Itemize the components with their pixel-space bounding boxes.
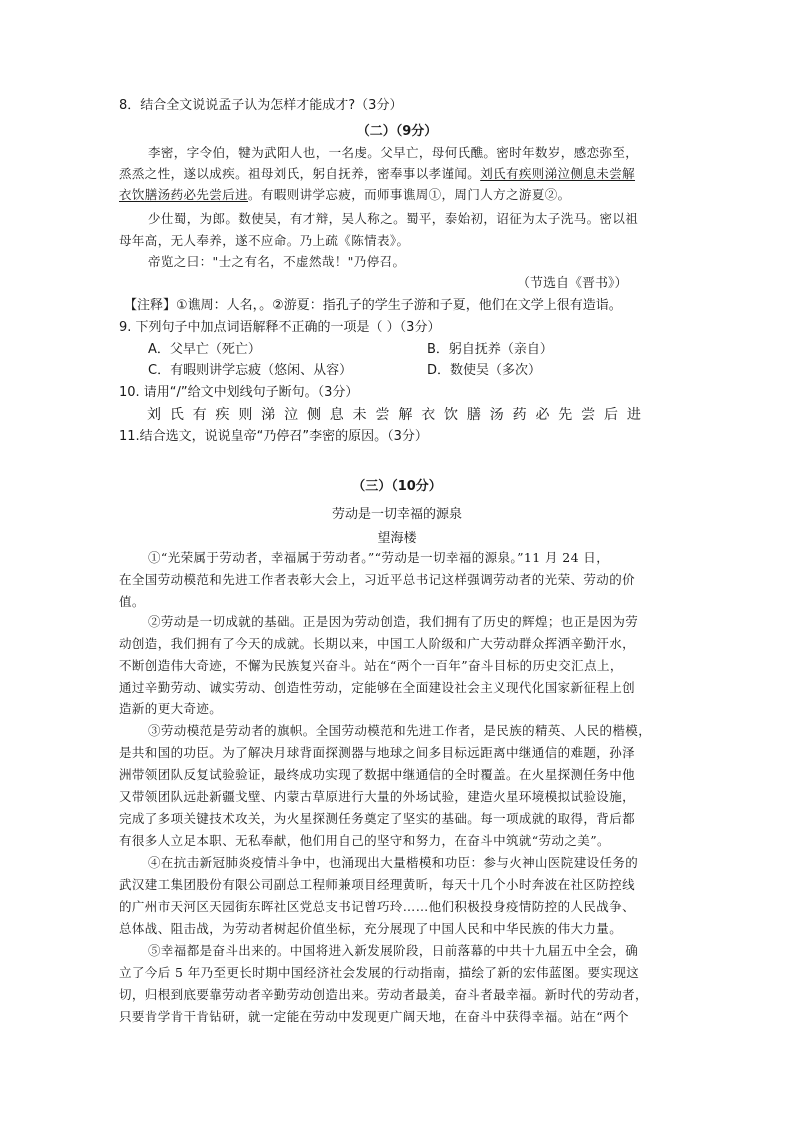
article-line: 切，归根到底要靠劳动者辛勤劳动创造出来。劳动者最美，奋斗者最幸福。新时代的劳动者，: [119, 987, 648, 1002]
passage-line: [119, 186, 571, 204]
passage-text: 。有暇则讲学忘疲，而师事谯周①，周门人方之游夏②。: [248, 187, 571, 202]
article-line: ①“光荣属于劳动者，幸福属于劳动者。”“劳动是一切幸福的源泉。”11 月 24 日，: [148, 550, 610, 565]
option-c: C．有暇则讲学忘疲（悠闲、从容）: [148, 363, 353, 378]
article-line: 武汉建工集团股份有限公司副总工程师兼项目经理黄昕，每天十几个小时奔波在社区防控线: [119, 877, 636, 892]
article-line: 值。: [119, 594, 145, 609]
passage-text: 烝烝之性，遂以成疾。祖母刘氏，躬自抚养，密奉事以孝谨闻。: [119, 166, 481, 181]
question-10: 10. 请用“/”给文中划线句子断句。（3分）: [119, 385, 359, 400]
annotation-note: 【注释】①谯周：人名，。②游夏：指孔子的学生子游和子夏，他们在文学上很有造诣。: [124, 298, 622, 313]
option-a: A．父早亡（死亡）: [148, 342, 261, 357]
underlined-sentence-part2: 衣饮膳汤药必先尝后进: [119, 187, 249, 202]
article-line: 洲带领团队反复试验验证，最终成功实现了数据中继通信的全时覆盖。在火星探测任务中他: [119, 767, 636, 782]
article-line: ③劳动模范是劳动者的旗帜。全国劳动模范和先进工作者，是民族的精英、人民的楷模，: [148, 723, 652, 738]
article-line: 通过辛勤劳动、诚实劳动、创造性劳动，定能够在全面建设社会主义现代化国家新征程上创: [119, 680, 636, 695]
article-line: 在全国劳动模范和先进工作者表彰大会上，习近平总书记这样强调劳动者的光荣、劳动的价: [119, 572, 636, 587]
article-line: 立了今后 5 年乃至更长时期中国经济社会发展的行动指南，描绘了新的宏伟蓝图。要实现这: [119, 965, 640, 980]
passage-line: 母年高，无人奉养，遂不应命。乃上疏《陈情表》。: [119, 233, 410, 248]
passage-line: 少仕蜀，为郎。数使吴，有才辩，吴人称之。蜀平，泰始初，诏征为太子洗马。密以祖: [148, 211, 639, 226]
article-line: ④在抗击新冠肺炎疫情斗争中，也涌现出大量楷模和功臣：参与火神山医院建设任务的: [148, 855, 639, 870]
question-8: 8．结合全文说说孟子认为怎样才能成才?（3分）: [119, 98, 403, 113]
passage-line: [119, 165, 635, 183]
article-line: 有很多人立足本职、无私奉献，他们用自己的坚守和努力，在奋斗中筑就“劳动之美”。: [119, 833, 610, 848]
article-line: 总体战、阻击战，为劳动者树起价值坐标，充分展现了中国人民和中华民族的伟大力量。: [119, 921, 623, 936]
passage-line: 帝览之曰："士之有名，不虚然哉！"乃停召。: [148, 254, 406, 269]
article-line: 的广州市天河区天园街东晖社区党总支书记曾巧玲……他们积极投身疫情防控的人民战争、: [119, 899, 636, 914]
article-author: 望海楼: [377, 531, 417, 546]
article-line: 完成了多项关键技术攻关，为火星探测任务奠定了坚实的基础。每一项成就的取得，背后都: [119, 811, 636, 826]
article-line: ②劳动是一切成就的基础。正是因为劳动创造，我们拥有了历史的辉煌；也正是因为劳: [148, 614, 639, 629]
article-line: 是共和国的功臣。为了解决月球背面探测器与地球之间多目标远距离中继通信的难题，孙泽: [119, 745, 636, 760]
section-2-title: （二）（9分）: [356, 124, 438, 139]
article-line: 只要肯学肯干肯钻研，就一定能在劳动中发现更广阔天地，在奋斗中获得幸福。站在“两个: [119, 1009, 629, 1024]
article-line: 造新的更大奇迹。: [119, 701, 223, 716]
passage-line: 李密，字令伯，犍为武阳人也，一名虔。父早亡，母何氏醮。密时年数岁，感恋弥至，: [148, 145, 639, 160]
underlined-sentence-part1: 刘氏有疾则涕泣侧息未尝解: [480, 166, 636, 181]
article-line: 动创造，我们拥有了今天的成就。长期以来，中国工人阶级和广大劳动群众挥洒辛勤汗水，: [119, 636, 636, 651]
option-b: B．躬自抚养（亲自）: [427, 342, 553, 357]
option-d: D．数使吴（多次）: [427, 363, 542, 378]
article-line: 不断创造伟大奇迹，不懈为民族复兴奋斗。站在“两个一百年”奋斗目标的历史交汇点上，: [119, 658, 623, 673]
section-3-title: （三）（10分）: [352, 479, 442, 494]
question-9: 9. 下列句子中加点词语解释不正确的一项是（ ）（3分）: [119, 320, 441, 335]
article-line: 又带领团队远赴新疆戈壁、内蒙古草原进行大量的外场试验，建造火星环境模拟试验设施，: [119, 789, 636, 804]
article-line: ⑤幸福都是奋斗出来的。中国将进入新发展阶段，日前落幕的中共十九届五中全会，确: [148, 943, 639, 958]
question-11: 11.结合选文，说说皇帝“乃停召”李密的原因。（3分）: [119, 429, 428, 444]
article-title: 劳动是一切幸福的源泉: [331, 507, 462, 522]
sentence-to-punctuate: 刘 氏 有 疾 则 涕 泣 侧 息 未 尝 解 衣 饮 膳 汤 药 必 先 尝 后 进: [147, 407, 644, 423]
source-citation: （节选自《晋书》）: [517, 276, 628, 291]
